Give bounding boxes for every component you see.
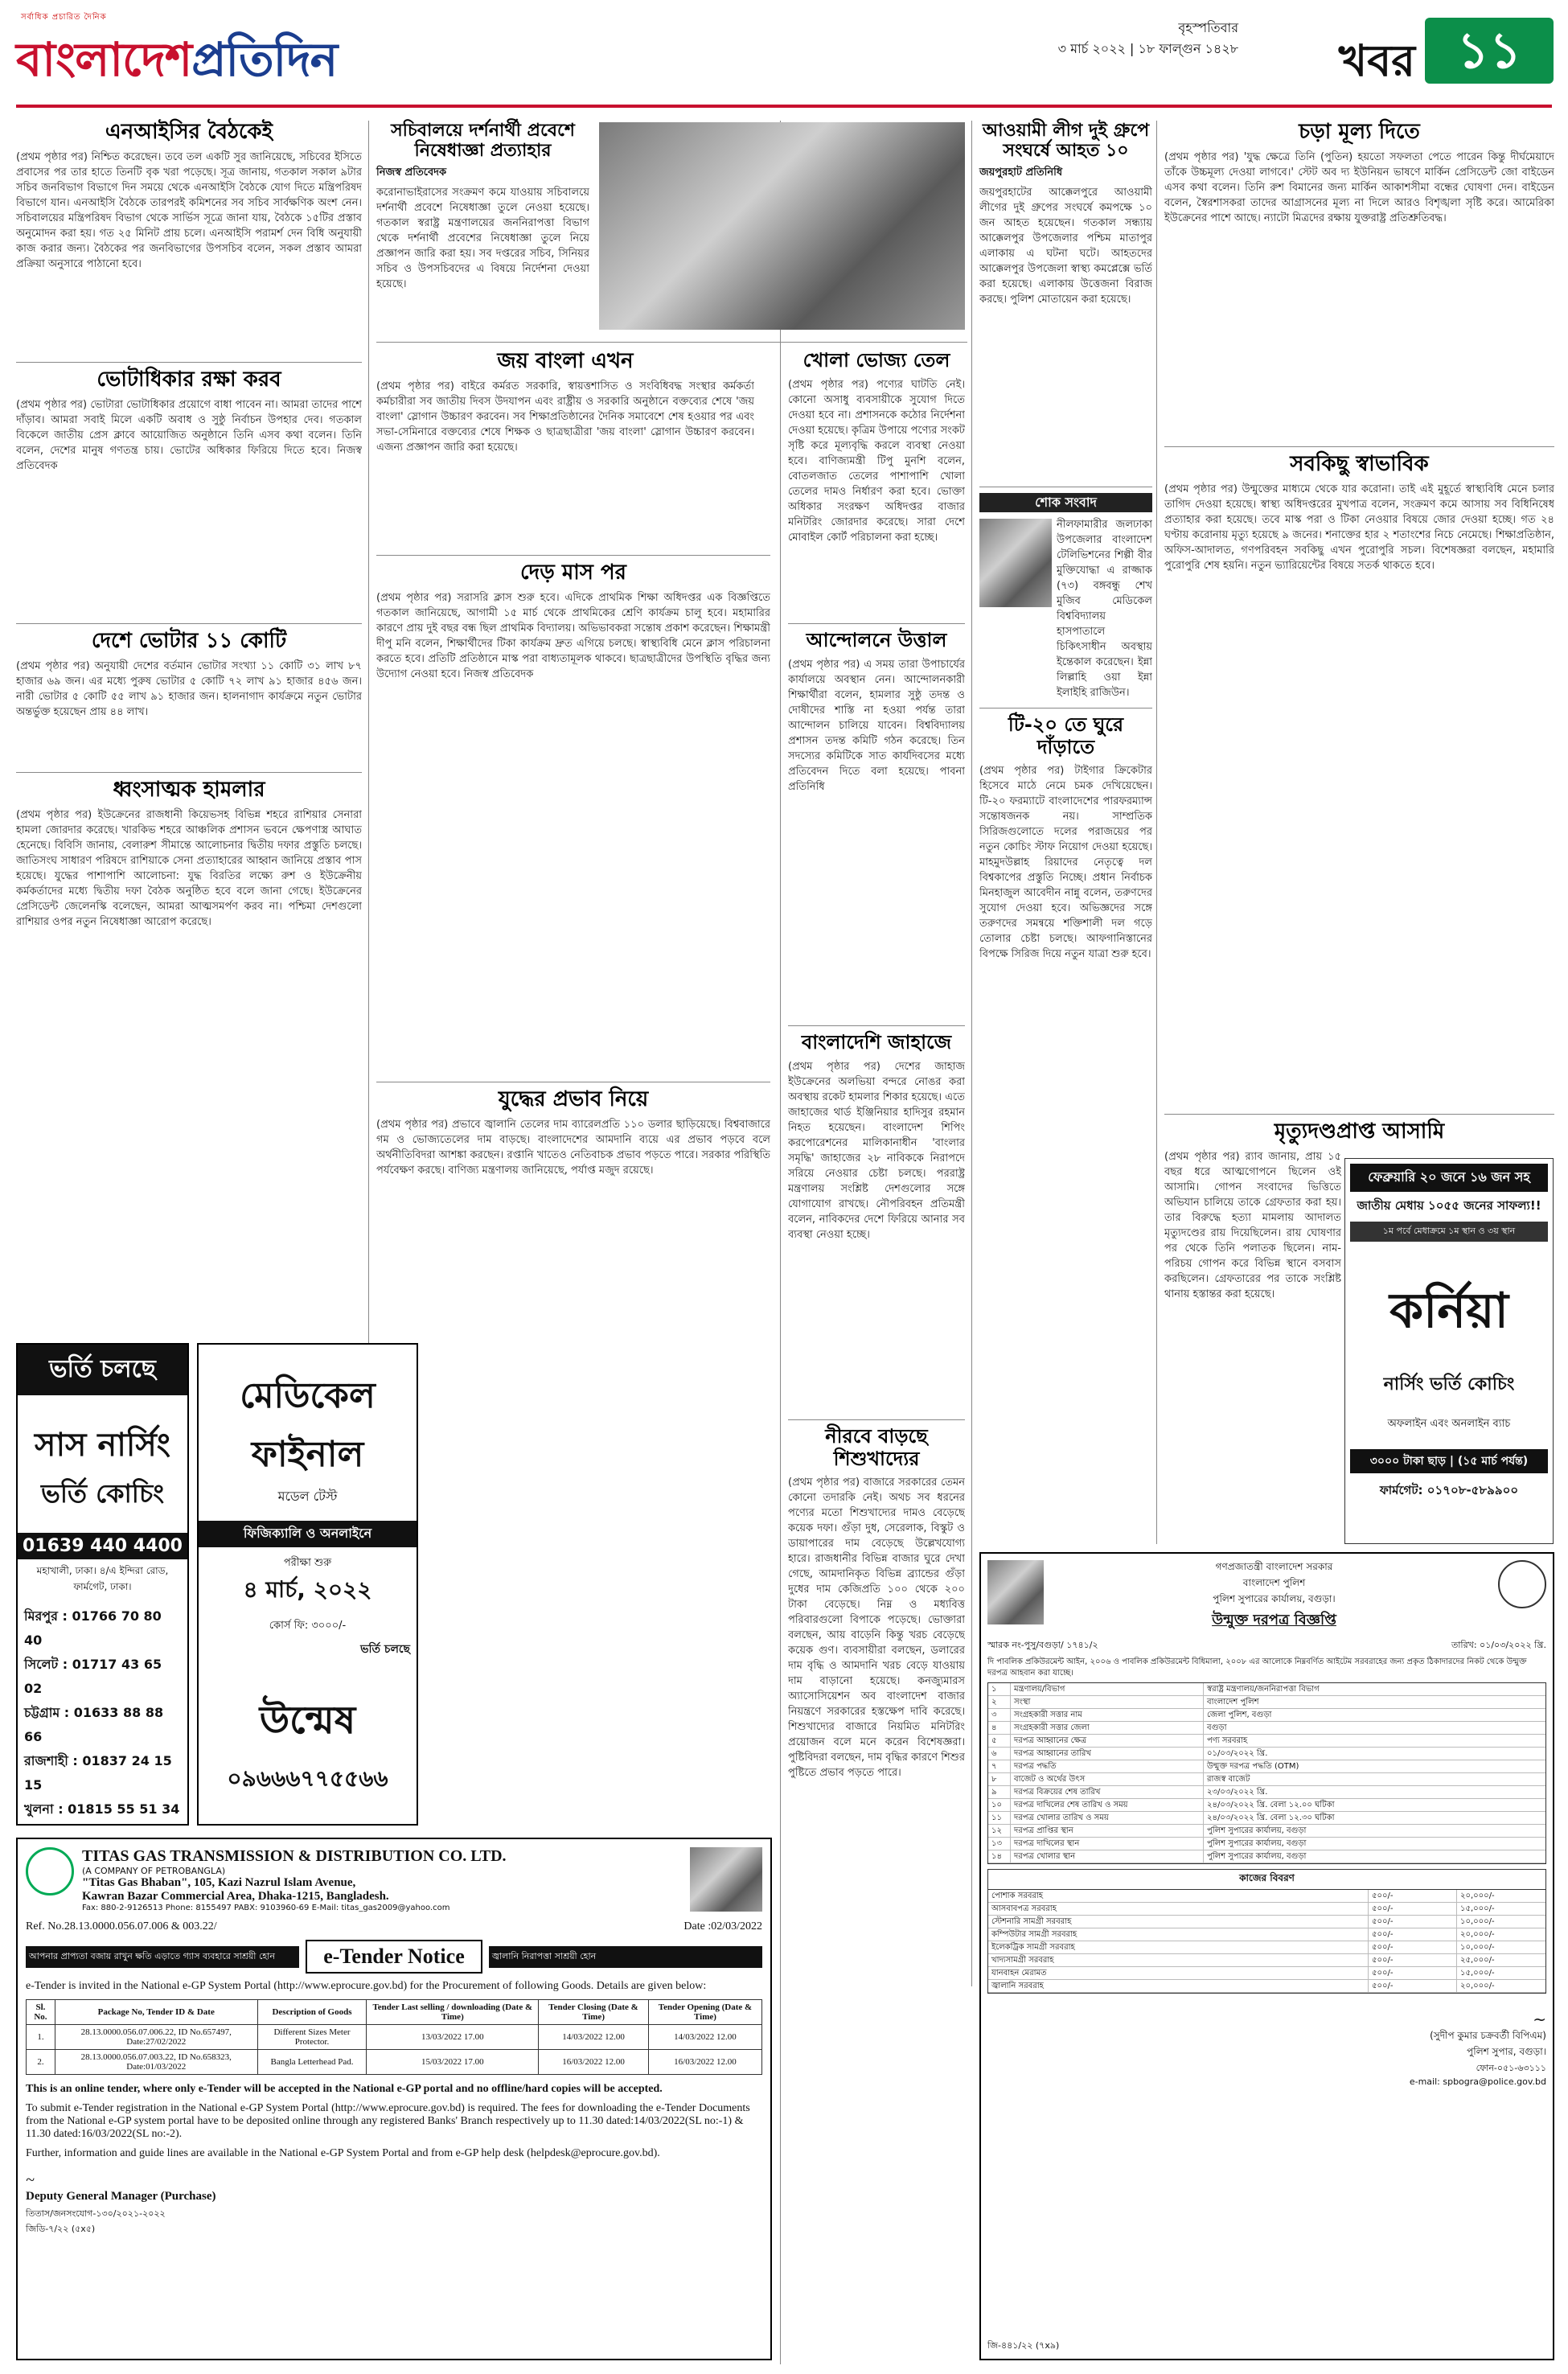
header: পুলিশ সুপারের কার্যালয়, বগুড়া। [1213,1593,1336,1604]
cell: দরপত্র আহ্বানের তারিখ [1011,1748,1204,1760]
table-row [988,1722,1545,1735]
article-body: (প্রথম পৃষ্ঠার পর) 'যুদ্ধ ক্ষেত্রে তিনি (পুতিন) হয়তো সফলতা পেতে পারেন কিন্তু দীর্ঘমেয়াদে তাঁকে উচ্চমূল্য দেওয়া লাগবে।' স্টেট অব দ্য ইউনিয়ন ভাষণে মার্কিন প্রেসিডেন্ট জো বাইডেন এসব কথা বলেন। তিনি রুশ বিমানের জন্য মার্কিন আকাশসীমা বন্ধের ঘোষণা দেন। বাইডেন বলেন, স্বৈরশাসকরা তাদের আগ্রাসনের মূল্য না দিলে আরও বিশৃঙ্খলা সৃষ্টি করে। আমেরিকা ইউক্রেনের পাশে আছে। ন্যাটো মিত্রদের রক্ষায় যুক্তরাষ্ট্র প্রতিশ্রুতিবদ্ধ। [1164,150,1554,224]
cell: ৯ [988,1786,1011,1798]
cell: ২৫,০০০/- [1460,1956,1495,1965]
table-row [988,1825,1545,1838]
ad-fee: কোর্স ফি: ৩০০০/- [269,1620,347,1632]
signatory: Deputy General Manager (Purchase) [26,2190,216,2203]
ad-karnia[interactable] [1344,1158,1554,1544]
cell: দরপত্র বিক্রয়ের শেষ তারিখ [1011,1786,1204,1798]
article-ec [16,121,362,363]
divider [1164,1114,1554,1115]
cell: 2. [27,2050,55,2075]
cell: জ্বালানি সরবরাহ [988,1980,1369,1992]
table-row [988,1760,1545,1773]
table-row [27,2025,762,2050]
ad-fee: ৩০০০ টাকা ছাড় | (১৫ মার্চ পর্যন্ত) [1350,1449,1548,1473]
article-body: (প্রথম পৃষ্ঠার পর) উন্মুক্তের মাধ্যমে থেকে যার করোনা। তাই এই মুহূর্তে স্বাস্থ্যবিধি মেনে চলার তাগিদ দেওয়া হয়েছে। স্বাস্থ্য অধিদপ্তরের মুখপাত্র বলেন, সংক্রমণ কমে আসায় সব বিধিনিষেধ প্রত্যাহার করা হয়েছে। তবে মাস্ক পরা ও টিকা নেওয়ার বিষয়ে জোর দেওয়া হচ্ছে। গত ২৪ ঘণ্টায় করোনায় মৃত্যু হয়েছে ৯ জনের। শনাক্তের হার ২ শতাংশের নিচে নেমেছে। শিক্ষাপ্রতিষ্ঠান, অফিস-আদালত, গণপরিবহন সবকিছু এখন পুরোপুরি সচল। বিশেষজ্ঞরা বলছেন, মহামারি পুরোপুরি শেষ হয়নি। নতুন ভ্যারিয়েন্টের বিষয়ে সতর্ক থাকতে হবে। [1164,483,1554,572]
headline[interactable]: বাংলাদেশি জাহাজে [801,1031,952,1054]
cell: ২০,০০০/- [1460,1891,1495,1900]
ad-subtitle: মডেল টেস্ট [277,1489,338,1504]
ad-banner2: জাতীয় মেধায় ১০৫৫ জনের সাফল্য!! [1357,1198,1541,1213]
byline: নিজস্ব প্রতিবেদক [376,166,447,179]
table-row [988,1799,1545,1812]
table-row [988,1838,1545,1850]
article-body: (প্রথম পৃষ্ঠার পর) অনুযায়ী দেশের বর্তমান ভোটার সংখ্যা ১১ কোটি ৩১ লাখ ৮৭ হাজার ৬৯ জন। এর মধ্যে পুরুষ ভোটার ৫ কোটি ৭২ লাখ ৯১ হাজার ৪৫৬ জন। নারী ভোটার ৫ কোটি ৫৫ লাখ ৯১ হাজার জন। হালনাগাদ কার্যক্রমে নতুন ভোটার অন্তর্ভুক্ত হয়েছেন প্রায় ৪৪ লাখ। [16,659,362,718]
designation: পুলিশ সুপার, বগুড়া। [1467,2046,1546,2057]
ad-phone: ০৯৬৬৬৭৭৫৫৬৬ [227,1765,388,1792]
ad-phone: ফার্মগেট: ০১৭০৮-৫৮৯৯০০ [1379,1483,1519,1497]
cell: ১১ [988,1812,1011,1824]
memo: স্মারক নং-পুসু/বগুড়া/ ১৭৪১/২ [987,1640,1098,1650]
table-row [988,1903,1545,1916]
headline[interactable]: সচিবালয়ে দর্শনার্থী প্রবেশে নিষেধাজ্ঞা প্রত্যাহার [391,121,575,162]
cell: ৫ [988,1735,1011,1747]
phone: ফোন-০৫১-৬৩১১১ [1476,2063,1546,2073]
table-row [988,1980,1545,1993]
headline[interactable]: চড়া মূল্য দিতে [1299,120,1420,144]
masthead [0,0,1568,117]
ad-address: মহাখালী, ঢাকা। ৪/এ ইন্দিরা রোড, ফার্মগেট, ঢাকা। [36,1565,169,1592]
tender-table [26,1999,762,2075]
ad-brand: সাস নার্সিং [35,1427,170,1464]
table-row [988,1812,1545,1825]
headline[interactable]: নীরবে বাড়ছে শিশুখাদ্যের [825,1425,928,1470]
table-row [988,1683,1545,1696]
table-row [988,1850,1545,1863]
divider [1164,446,1554,447]
table-row [988,1696,1545,1709]
article-body: (প্রথম পৃষ্ঠার পর) নিশ্চিত করেছেন। তবে তল একটি সুর জানিয়েছে, সচিবের ইসিতে প্রবাসের পর তার হাতে তিনটি বৃক খরা পড়েছে। সূত্র জানায়, গতকাল সকাল ৯টার সচিব জনবিভাগ বিভাগে দিন সময়ে থেকে এনআইসি বৈঠকে যোগ দিতে মন্ত্রিপরিষদ বিভাগে যান। এনআইসি বৈঠকে তারপরই কমিশনের সব সচিব সার্বক্ষণিক অংশ নেন। সচিবালয়ের মন্ত্রিপরিষদ বিভাগ থেকে সার্ভিস সূত্রে জানা যায়, বৈঠকে ১৫টির প্রস্তাব অনুমোদন করা হয়। গত ২৫ মিনিট প্রায় চলে। এনআইসি পরামর্শ দেন বিধি অনুযায়ী কাজ করার জন্য। বৈঠকের পর জনবিভাগের উপসচিব বলেন, সকল প্রস্তাব আমরা প্রক্রিয়া অনুসারে পাঠানো হবে। [16,150,362,270]
cell: 13/03/2022 17.00 [367,2025,539,2050]
table-row [988,1941,1545,1954]
article-body: (প্রথম পৃষ্ঠার পর) বাজারে সরকারের তেমন কোনো তদারকি নেই। অথচ সব ধরনের পণ্যের মতো শিশুখাদ্যের দামও বেড়েছে কয়েক দফা। গুঁড়া দুধ, সেরেলাক, বিস্কুট ও ডায়াপারের দাম বেড়েছে উল্লেখযোগ্য হারে। রাজধানীর বিভিন্ন বাজার ঘুরে দেখা গেছে, আমদানিকৃত বিভিন্ন ব্র্যান্ডের গুঁড়া দুধের দাম কেজিপ্রতি ১০০ থেকে ২০০ টাকা বেড়েছে। নিম্ন ও মধ্যবিত্ত পরিবারগুলো বিপাকে পড়েছে। ভোক্তারা বলছেন, আয় বাড়েনি কিন্তু খরচ বেড়েছে কয়েক গুণ। ব্যবসায়ীরা বলছেন, ডলারের দাম বৃদ্ধি ও আমদানি খরচ বেড়ে যাওয়ায় দাম বাড়ানো হয়েছে। কনজ্যুমারস অ্যাসোসিয়েশন অব বাংলাদেশ বাজার নিয়ন্ত্রণে সরকারের হস্তক্ষেপ দাবি করেছে। শিশুখাদ্যের বাজারে নিয়মিত মনিটরিং প্রয়োজন বলে মনে করেন বিশেষজ্ঞরা। পুষ্টিবিদরা বলছেন, দাম বৃদ্ধির কারণে শিশুর পুষ্টিতে প্রভাব পড়তে পারে। [788,1477,965,1780]
newspaper-logo[interactable] [16,24,337,102]
article-war [16,778,362,1362]
cell: ১৫,০০০/- [1460,1969,1495,1978]
ad-cta[interactable]: ভর্তি চলছে [360,1643,410,1656]
cell: 28.13.0000.056.07.006.22, ID No.657497, Date:27/02/2022 [55,2025,257,2050]
column-divider [1156,121,1157,1544]
cell: ৩ [988,1709,1011,1721]
signature-icon: ~ [1533,2010,1546,2029]
col-description: Description of Goods [257,2000,367,2025]
cell: ৫০০/- [1369,1954,1457,1966]
cell: ৫০০/- [1369,1980,1457,1992]
article-ship [788,1032,965,1413]
table-row [988,1928,1545,1941]
column-divider [368,121,369,1343]
ad-banner: ফেব্রুয়ারি ২০ জনে ১৬ জন সহ [1350,1164,1548,1192]
ad-mode: ফিজিক্যালি ও অনলাইনে [199,1521,417,1547]
headline[interactable]: ভোটাধিকার রক্ষা করব [96,368,281,392]
cell: উন্মুক্ত দরপত্র পদ্ধতি (OTM) [1207,1762,1299,1771]
article-secretariat [376,121,589,370]
divider [788,1025,965,1026]
cell: 16/03/2022 12.00 [648,2050,761,2075]
notice-table [987,1682,1546,1864]
banner-title: e-Tender Notice [306,1940,482,1974]
ad-date-label: পরীক্ষা শুরু [283,1557,332,1569]
headline[interactable]: আন্দোলনে উত্তাল [806,629,947,651]
ad-branches [18,1604,187,1822]
article-dedh [376,561,770,1081]
signatory: (সুদীপ কুমার চক্রবর্তী বিপিএম) [1430,2030,1546,2041]
news-photo [599,122,965,330]
date: ৩ মার্চ ২০২২ | ১৮ ফাল্গুন ১৪২৮ [1057,41,1238,56]
article-voters [16,630,362,779]
header: বাংলাদেশ পুলিশ [1242,1577,1306,1588]
table-row [988,1890,1545,1903]
table-row [27,2050,762,2075]
headline[interactable]: ধ্বংসাত্মক হামলার [113,778,265,802]
article-body: (প্রথম পৃষ্ঠার পর) পণ্যের ঘাটতি নেই। কোনো অসাধু ব্যবসায়ীকে সুযোগ দিতে দেওয়া হবে না। প্রশাসনকে কঠোর নির্দেশনা দেওয়া হয়েছে। কৃত্রিম উপায়ে পণ্যের সংকট সৃষ্টি করে মূল্যবৃদ্ধি করলে ব্যবস্থা নেওয়া হবে। বাণিজ্যমন্ত্রী টিপু মুনশি বলেন, বোতলজাত তেলের পাশাপাশি খোলা তেলের দামও নির্ধারণ করা হবে। ভোক্তা অধিকার সংরক্ষণ অধিদপ্তর বাজার মনিটরিং জোরদার করেছে। সারা দেশে মোবাইল কোর্ট পরিচালনা করা হচ্ছে। [788,378,965,544]
article-body: (প্রথম পৃষ্ঠার পর) ভোটারা ভোটাধিকার প্রয়োগে বাধা পাবেন না। আমরা তাদের পাশে দাঁড়াব। আমরা সবাই মিলে একটি অবাধ ও সুষ্ঠু নির্বাচন উপহার দেব। গতকাল বিকেলে জাতীয় প্রেস ক্লাবে আয়োজিত অনুষ্ঠানে তিনি এসব কথা বলেন। তিনি বলেন, দেশের মানুষ গণতন্ত্র চায়। ভোটের অধিকার ফিরিয়ে দিতে হবে। নিজস্ব প্রতিবেদক [16,398,362,472]
cell: ২ [988,1696,1011,1708]
headline[interactable]: দেশে ভোটার ১১ কোটি [91,629,287,653]
divider [788,1419,965,1420]
company-name: TITAS GAS TRANSMISSION & DISTRIBUTION CO. LTD. [82,1847,507,1865]
article-normal [1164,453,1554,1101]
cell: ৫০০/- [1369,1890,1457,1902]
divider [16,362,362,363]
ad-brand: কর্নিয়া [1389,1283,1508,1339]
ref-number: Ref. No.28.13.0000.056.07.006 & 003.22/ [26,1920,217,1932]
branch: খুলনা : 01815 55 51 34 [24,1801,180,1817]
cell: দরপত্র খোলার তারিখ ও সময় [1011,1812,1204,1824]
dateline [1058,18,1238,60]
portrait-photo [987,1560,1044,1624]
cell: স্টেশনারি সামগ্রী সরবরাহ [988,1916,1369,1928]
ad-title2: ফাইনাল [251,1434,364,1475]
cell: 14/03/2022 12.00 [539,2025,649,2050]
article-body: করোনাভাইরাসের সংক্রমণ কমে যাওয়ায় সচিবালয়ে দর্শনার্থী প্রবেশে নিষেধাজ্ঞা তুলে নেওয়া হয়েছে। গতকাল স্বরাষ্ট্র মন্ত্রণালয়ের জননিরাপত্তা বিভাগ থেকে দর্শনার্থী প্রবেশের নিষেধাজ্ঞা তুলে নিয়ে প্রজ্ঞাপন জারি করা হয়। সব দপ্তরের সচিব, সিনিয়র সচিব ও উপসচিবদের এ বিষয়ে নির্দেশনা দেওয়া হয়েছে। [376,186,589,290]
article-body: (প্রথম পৃষ্ঠার পর) দেশের জাহাজ ইউক্রেনের অলভিয়া বন্দরে নোঙর করা অবস্থায় রকেট হামলার শিকার হয়েছে। এতে জাহাজের থার্ড ইঞ্জিনিয়ার হাদিসুর রহমান নিহত হয়েছেন। বাংলাদেশ শিপিং করপোরেশনের মালিকানাধীন 'বাংলার সমৃদ্ধি' জাহাজের ২৮ নাবিককে নিরাপদে সরিয়ে নেওয়ার চেষ্টা চলছে। পররাষ্ট্র মন্ত্রণালয় সংশ্লিষ্ট দেশগুলোর সঙ্গে যোগাযোগ রাখছে। নৌপরিবহন প্রতিমন্ত্রী বলেন, নাবিকদের দেশে ফিরিয়ে আনার সব ব্যবস্থা নেওয়া হচ্ছে। [788,1060,965,1241]
cell: জেলা পুলিশ, বগুড়া [1207,1711,1272,1719]
ad-police-tender [979,1552,1554,2360]
table-row [988,1709,1545,1722]
ad-course: নার্সিং ভর্তি কোচিং [1383,1374,1515,1394]
article-body: জয়পুরহাটের আক্কেলপুরে আওয়ামী লীগের দুই গ্রুপের সংঘর্ষে কমপক্ষে ১০ জন আহত হয়েছেন। গতকাল সন্ধ্যায় আক্কেলপুর উপজেলার পশ্চিম মাতাপুর এলাকায় এ ঘটনা ঘটে। আহতদের আক্কেলপুর উপজেলা স্বাস্থ্য কমপ্লেক্সে ভর্তি করা হয়েছে। এলাকায় উত্তেজনা বিরাজ করছে। পুলিশ মোতায়েন করা হয়েছে। [979,186,1152,306]
logo-part1: বাংলাদেশ [16,32,192,87]
cell: 16/03/2022 12.00 [539,2050,649,2075]
headline[interactable]: সবকিছু স্বাভাবিক [1290,452,1429,476]
cell: ২৪/০৩/২০২২ খ্রি. বেলা ১২.০০ ঘটিকা [1207,1801,1335,1809]
article-movement [788,630,965,1019]
cell: পুলিশ সুপারের কার্যালয়, বগুড়া [1207,1839,1307,1848]
logo-part2: প্রতিদিন [191,32,338,87]
article-body: (প্রথম পৃষ্ঠার পর) ইউক্রেনের রাজধানী কিয়েভসহ বিভিন্ন শহরে রাশিয়ার সেনারা হামলা জোরদার করেছে। খারকিভ শহরে আঞ্চলিক প্রশাসন ভবনে ক্ষেপণাস্ত্র আঘাত হেনেছে। বিবিসি জানায়, বেলারুশ সীমান্তে আলোচনার দ্বিতীয় দফার প্রস্তুতি চলছে। জাতিসংঘ সাধারণ পরিষদে রাশিয়াকে সেনা প্রত্যাহারের আহ্বান জানিয়ে প্রস্তাব পাস হয়েছে। যুদ্ধের পাশাপাশি আলোচনা: যুদ্ধ বিরতির লক্ষ্যে রুশ ও ইউক্রেনীয় কর্মকর্তাদের মধ্যে দ্বিতীয় দফা বৈঠক অনুষ্ঠিত হবে বলে জানা গেছে। ইউক্রেনের প্রেসিডেন্ট জেলেনস্কি বলেছেন, আমরা আত্মসমর্পণ করব না। পশ্চিমা দেশগুলো রাশিয়ার ওপর নতুন নিষেধাজ্ঞা আরোপ করেছে। [16,808,362,928]
table-row [988,1786,1545,1799]
cell: দরপত্র দাখিলের শেষ তারিখ ও সময় [1011,1799,1204,1811]
cell: ২৪/০৩/২০২২ খ্রি. বেলা ১২.৩০ ঘটিকা [1207,1813,1335,1822]
cell: ২০,০০০/- [1460,1930,1495,1939]
banner-right: জ্বালানি নিরাপত্তা সাশ্রয়ী হোন [489,1946,762,1968]
cell: 1. [27,2025,55,2050]
cell: ৮ [988,1773,1011,1785]
address-line1: "Titas Gas Bhaban", 105, Kazi Nazrul Islam Avenue, [82,1876,356,1889]
cell: ৫০০/- [1369,1903,1457,1915]
signature-icon: ~ [26,2171,35,2189]
ad-course: ভর্তি কোচিং [41,1478,164,1509]
divider [979,708,1152,709]
cell: ৫০০/- [1369,1967,1457,1979]
ad-titas-tender [16,1838,772,2360]
divider [16,772,362,773]
column-divider [780,121,781,2364]
cell: সংগ্রহকারী সত্তার জেলা [1011,1722,1204,1734]
cell: বাজেট ও অর্থের উৎস [1011,1773,1204,1785]
cell: ৫০০/- [1369,1928,1457,1941]
items-header: কাজের বিবরণ [987,1869,1546,1890]
cell: Bangla Letterhead Pad. [257,2050,367,2075]
obituary-photo [979,519,1052,607]
cell: দরপত্র পদ্ধতি [1011,1760,1204,1772]
company-subtitle: (A COMPANY OF PETROBANGLA) [82,1866,226,1876]
note: To submit e-Tender registration in the National e-GP System Portal (http://www.eprocure.gov.bd) is required. The fees for downloading the e-Tender Documents from the National e-GP system portal have to be deposited online through any registered Banks' Branch respectively up to 11.30 dated:14/03/2022(SL no:-1) & 11.30 dated:16/03/2022(SL no:-2). [26,2102,750,2140]
cell: দরপত্র প্রাপ্তির স্থান [1011,1825,1204,1837]
ad-unmesh[interactable] [197,1343,418,1826]
cell: কম্পিউটার সামগ্রী সরবরাহ [988,1928,1369,1941]
article-body: নীলফামারীর জলঢাকা উপজেলার বাংলাদেশ টেলিভিশনের শিল্পী বীর মুক্তিযোদ্ধা এ রাজ্জাক (৭৩) বঙ্গবন্ধু শেখ মুজিব মেডিকেল বিশ্ববিদ্যালয় হাসপাতালে চিকিৎসাধীন অবস্থায় ইন্তেকাল করেছেন। ইন্না লিল্লাহি ওয়া ইন্না ইলাইহি রাজিউন। [1057,519,1152,700]
branch: রাজশাহী : 01837 24 15 15 [24,1753,172,1793]
table-row [988,1967,1545,1980]
address-line2: Kawran Bazar Commercial Area, Dhaka-1215, Bangladesh. [82,1890,389,1903]
article-body: (প্রথম পৃষ্ঠার পর) প্রভাবে জ্বালানি তেলের দাম ব্যারেলপ্রতি ১১০ ডলার ছাড়িয়েছে। বিশ্ববাজারে গম ও ভোজ্যতেলের দাম বাড়ছে। বাংলাদেশের আমদানি ব্যয়ে এর প্রভাব পড়বে বলে অর্থনীতিবিদরা আশঙ্কা করছেন। রপ্তানি খাতেও নেতিবাচক প্রভাব পড়তে পারে। সরকার পরিস্থিতি পর্যবেক্ষণ করছে। বাণিজ্য মন্ত্রণালয় জানিয়েছে, পর্যাপ্ত মজুদ রয়েছে। [376,1118,770,1177]
article-dev [16,368,362,622]
cell: খাদ্যসামগ্রী সরবরাহ [988,1954,1369,1966]
email[interactable]: e-mail: spbogra@police.gov.bd [1409,2076,1546,2087]
section-name: খবর [1338,35,1415,86]
notice-date: তারিখ: ০১/০৩/২০২২ খ্রি. [1451,1640,1546,1650]
cell: ১০,০০০/- [1460,1943,1495,1952]
cell: ৪ [988,1722,1011,1734]
divider [16,623,362,624]
contacts: Fax: 880-2-9126513 Phone: 8155497 PABX: 9103960-69 E-Mail: titas_gas2009@yahoo.com [82,1904,450,1912]
cell: ২৩/০৩/২০২২ খ্রি. [1207,1788,1268,1797]
banner-left: আপনার প্রাপ্যতা বজায় রাখুন ক্ষতি এড়াতে গ্যাস ব্যবহারে সাশ্রয়ী হোন [26,1946,299,1968]
cell: পোশাক সরবরাহ [988,1890,1369,1902]
note: Further, information and guide lines are available in the National e-GP System Portal and from e-GP help desk (helpdesk@eprocure.gov.bd). [26,2147,660,2159]
headline[interactable]: খোলা ভোজ্য তেল [802,349,950,372]
cell: বগুড়া [1207,1723,1227,1732]
article-body: (প্রথম পৃষ্ঠার পর) এ সময় তারা উপাচার্যের কার্যালয়ে অবস্থান নেন। আন্দোলনকারী শিক্ষার্থীরা বলেন, হামলার সুষ্ঠু তদন্ত ও দোষীদের শাস্তি না হওয়া পর্যন্ত তারা আন্দোলন চালিয়ে যাবেন। বিশ্ববিদ্যালয় প্রশাসন তদন্ত কমিটি গঠন করেছে। তিন সদস্যের কমিটিকে সাত কার্যদিবসের মধ্যে প্রতিবেদন দিতে বলা হয়েছে। পাবনা প্রতিনিধি [788,658,965,793]
cell: রাজস্ব বাজেট [1207,1775,1250,1784]
cell: ৭ [988,1760,1011,1772]
branch: চট্টগ্রাম : 01633 88 88 66 [24,1705,164,1744]
article-obituary [979,493,1152,702]
titas-logo-icon [26,1847,74,1896]
ad-phone: 01639 440 4400 [18,1533,187,1559]
cell: ১০,০০০/- [1460,1917,1495,1926]
table-row [988,1916,1545,1928]
headline[interactable]: মৃত্যুদণ্ডপ্রাপ্ত আসামি [1274,1119,1445,1144]
table-row [988,1748,1545,1760]
article-body: (প্রথম পৃষ্ঠার পর) র‌্যাব জানায়, প্রায় ১৫ বছর ধরে আত্মগোপনে ছিলেন ওই আসামি। গোপন সংবাদের ভিত্তিতে অভিযান চালিয়ে তাকে গ্রেফতার করা হয়। তার বিরুদ্ধে হত্যা মামলায় আদালত মৃত্যুদণ্ডের রায় দিয়েছিলেন। রায় ঘোষণার পর থেকে তিনি পলাতক ছিলেন। নাম-পরিচয় গোপন করে বিভিন্ন স্থানে বসবাস করছিলেন। গ্রেফতারের পর তাকে সংশ্লিষ্ট থানায় হস্তান্তর করা হয়েছে। [1164,1150,1341,1300]
cell: ৫০০/- [1369,1941,1457,1953]
notice-date: Date :02/03/2022 [683,1920,762,1932]
ad-title: মেডিকেল [240,1375,376,1416]
cell: ১০ [988,1799,1011,1811]
headline[interactable]: জয় বাংলা এখন [497,349,634,373]
cell: সংগ্রহকারী সত্তার নাম [1011,1709,1204,1721]
branch: মিরপুর : 01766 70 80 40 [24,1608,162,1648]
article-oil [788,350,965,618]
notice-intro: দি পাবলিক প্রকিউরমেন্ট আইন, ২০০৬ ও পাবলিক প্রকিউরমেন্ট বিধিমালা, ২০০৮ এর আলোকে নিম্নবর্ণিত আইটেম সরবরাহের জন্য প্রকৃত ঠিকাদারদের নিকট থেকে উন্মুক্ত দরপত্র আহবান করা যাচ্ছে। [987,1657,1527,1678]
footer: জি-৪৪১/২২ (৭x৯) [987,2340,1060,2351]
ad-title: ভর্তি চলছে [18,1345,187,1395]
cell: মন্ত্রণালয়/বিভাগ [1011,1683,1204,1695]
notice-title: উন্মুক্ত দরপত্র বিজ্ঞপ্তি [1212,1612,1336,1629]
cell: 15/03/2022 17.00 [367,2050,539,2075]
ad-mode: অফলাইন এবং অনলাইন ব্যাচ [1387,1418,1511,1430]
headline[interactable]: আওয়ামী লীগ দুই গ্রুপে সংঘর্ষে আহত ১০ [982,121,1150,162]
items-table [987,1890,1546,1994]
cell: ১৪ [988,1850,1011,1863]
byline: জয়পুরহাট প্রতিনিধি [979,166,1063,179]
portrait-photo [690,1847,762,1912]
cell: 14/03/2022 12.00 [648,2025,761,2050]
cell: ১৩ [988,1838,1011,1850]
cell: ১৫,০০০/- [1460,1904,1495,1913]
cell: Different Sizes Meter Protector. [257,2025,367,2050]
headline[interactable]: দেড় মাস পর [520,561,626,585]
article-t20 [979,714,1152,1575]
cell: ২০,০০০/- [1460,1982,1495,1990]
cell: ১ [988,1683,1011,1695]
weekday: বৃহস্পতিবার [1178,20,1238,35]
cell: দরপত্র খোলার স্থান [1011,1850,1204,1863]
cell: দরপত্র আহ্বানের ক্ষেত্র [1011,1735,1204,1747]
cell: পুলিশ সুপারের কার্যালয়, বগুড়া [1207,1852,1307,1861]
col-last-selling: Tender Last selling / downloading (Date & Time) [367,2000,539,2025]
cell: ইলেকট্রিক সামগ্রী সরবরাহ [988,1941,1369,1953]
table-row [988,1773,1545,1786]
cell: 28.13.0000.056.07.003.22, ID No.658323, Date:01/03/2022 [55,2050,257,2075]
article-body: (প্রথম পৃষ্ঠার পর) সরাসরি ক্লাস শুরু হবে। এদিকে প্রাথমিক শিক্ষা অধিদপ্তর এক বিজ্ঞপ্তিতে গতকাল জানিয়েছে, আগামী ১৫ মার্চ থেকে প্রাথমিকের শ্রেণি কার্যক্রম চালু হবে। মহামারির কারণে প্রায় দুই বছর বন্ধ ছিল প্রাথমিক বিদ্যালয়। অভিভাবকরা সন্তোষ প্রকাশ করেছেন। শিক্ষামন্ত্রী দীপু মনি বলেন, শিক্ষার্থীদের টিকা কার্যক্রম দ্রুত এগিয়ে চলছে। স্বাস্থ্যবিধি মেনে ক্লাস পরিচালনা করতে হবে। প্রতিটি প্রতিষ্ঠানে মাস্ক পরা বাধ্যতামূলক থাকবে। ছাত্রছাত্রীদের উপস্থিতি বৃদ্ধির জন্য উদ্যোগ নেওয়া হবে। নিজস্ব প্রতিবেদক [376,591,770,680]
cell: আসবাবপত্র সরবরাহ [988,1903,1369,1915]
logo-tagline: সর্বাধিক প্রচারিত দৈনিক [21,13,107,22]
ad-brand: উন্মেষ [259,1698,356,1743]
masthead-rule [16,105,1552,108]
cell: ৫০০/- [1369,1916,1457,1928]
cell: ৬ [988,1748,1011,1760]
cell: সংস্থা [1011,1696,1204,1708]
cell: ০১/০৩/২০২২ খ্রি. [1207,1749,1268,1758]
footer: জিডি-৭/২২ (৫x৫) [26,2224,96,2234]
col-package: Package No, Tender ID & Date [55,2000,257,2025]
ad-sas[interactable] [16,1343,189,1826]
header: গণপ্রজাতন্ত্রী বাংলাদেশ সরকার [1215,1561,1333,1572]
headline[interactable]: শোক সংবাদ [979,493,1152,512]
page-number: ১১ [1425,18,1554,84]
headline[interactable]: টি-২০ তে ঘুরে দাঁড়াতে [1008,713,1124,758]
cell: যানবাহন মেরামত [988,1967,1369,1979]
cell: পণ্য সরবরাহ [1207,1736,1248,1745]
branch: সিলেট : 01717 43 65 02 [24,1657,162,1696]
article-baby-food [788,1426,965,2360]
tender-intro: e-Tender is invited in the National e-GP System Portal (http://www.eprocure.gov.bd) for the Procurement of following Goods. Details are given below: [26,1980,707,1992]
headline[interactable]: এনআইসির বৈঠকেই [105,120,273,144]
ad-subtitle: ১ম পর্বে মেধাক্রমে ১ম স্থান ও ৩য় স্থান [1350,1222,1548,1242]
article-joy [376,350,754,556]
col-closing: Tender Closing (Date & Time) [539,2000,649,2025]
table-row [988,1735,1545,1748]
ad-date: ৪ মার্চ, ২০২২ [243,1576,372,1603]
article-body: (প্রথম পৃষ্ঠার পর) টাইগার ক্রিকেটার হিসেবে মাঠে নেমে চমক দেখিয়েছেন। টি-২০ ফরম্যাটে বাংলাদেশের পারফরম্যান্স সন্তোষজনক নয়। সাম্প্রতিক সিরিজগুলোতে দলের পরাজয়ের পর নতুন কোচিং স্টাফ নিয়োগ দেওয়া হয়েছে। মাহমুদউল্লাহ রিয়াদের নেতৃত্বে দল বিশ্বকাপের প্রস্তুতি নিচ্ছে। প্রধান নির্বাচক মিনহাজুল আবেদীন নান্নু বলেন, তরুণদের সুযোগ দেওয়া হবে। অভিজ্ঞদের সঙ্গে তরুণদের সমন্বয়ে শক্তিশালী দল গড়ে তোলার চেষ্টা চলছে। আফগানিস্তানের বিপক্ষে সিরিজ দিয়ে নতুন যাত্রা শুরু হবে। [979,765,1152,961]
col-opening: Tender Opening (Date & Time) [648,2000,761,2025]
column-divider [971,121,972,1986]
article-awami [979,121,1152,450]
police-emblem-icon [1498,1560,1546,1608]
cell: পুলিশ সুপারের কার্যালয়, বগুড়া [1207,1826,1307,1835]
headline[interactable]: যুদ্ধের প্রভাব নিয়ে [498,1087,649,1111]
footer: তিতাস/জনসংযোগ-১৩০/২০২১-২০২২ [26,2208,166,2219]
cell: ১২ [988,1825,1011,1837]
article-body: (প্রথম পৃষ্ঠার পর) বাইরে কর্মরত সরকারি, স্বায়ত্তশাসিত ও সংবিধিবদ্ধ সংস্থার কর্মকর্তা কর্মচারীরা সব জাতীয় দিবস উদযাপন এবং রাষ্ট্রীয় ও সরকারি অনুষ্ঠানে বক্তব্যের শেষে 'জয় বাংলা' স্লোগান উচ্চারণ করবেন। সব শিক্ষাপ্রতিষ্ঠানের দৈনিক সমাবেশে শেষ হওয়ার পর এবং সভা-সেমিনারে বক্তব্যের শেষে শিক্ষক ও ছাত্রছাত্রীরা 'জয় বাংলা' স্লোগান উচ্চারণ করবেন। এজন্য প্রজ্ঞাপন জারি করা হয়েছে। [376,380,754,454]
cell: দরপত্র দাখিলের স্থান [1011,1838,1204,1850]
col-sl: Sl. No. [27,2000,55,2025]
divider [788,623,965,624]
article-price [1164,121,1554,439]
article-impact [376,1088,770,1358]
note: This is an online tender, where only e-Tender will be accepted in the National e-GP portal and no offline/hard copies will be accepted. [26,2083,663,2095]
cell: বাংলাদেশ পুলিশ [1207,1698,1259,1707]
cell: স্বরাষ্ট্র মন্ত্রণালয়/জননিরাপত্তা বিভাগ [1207,1685,1320,1694]
table-row [988,1954,1545,1967]
divider [376,555,770,556]
